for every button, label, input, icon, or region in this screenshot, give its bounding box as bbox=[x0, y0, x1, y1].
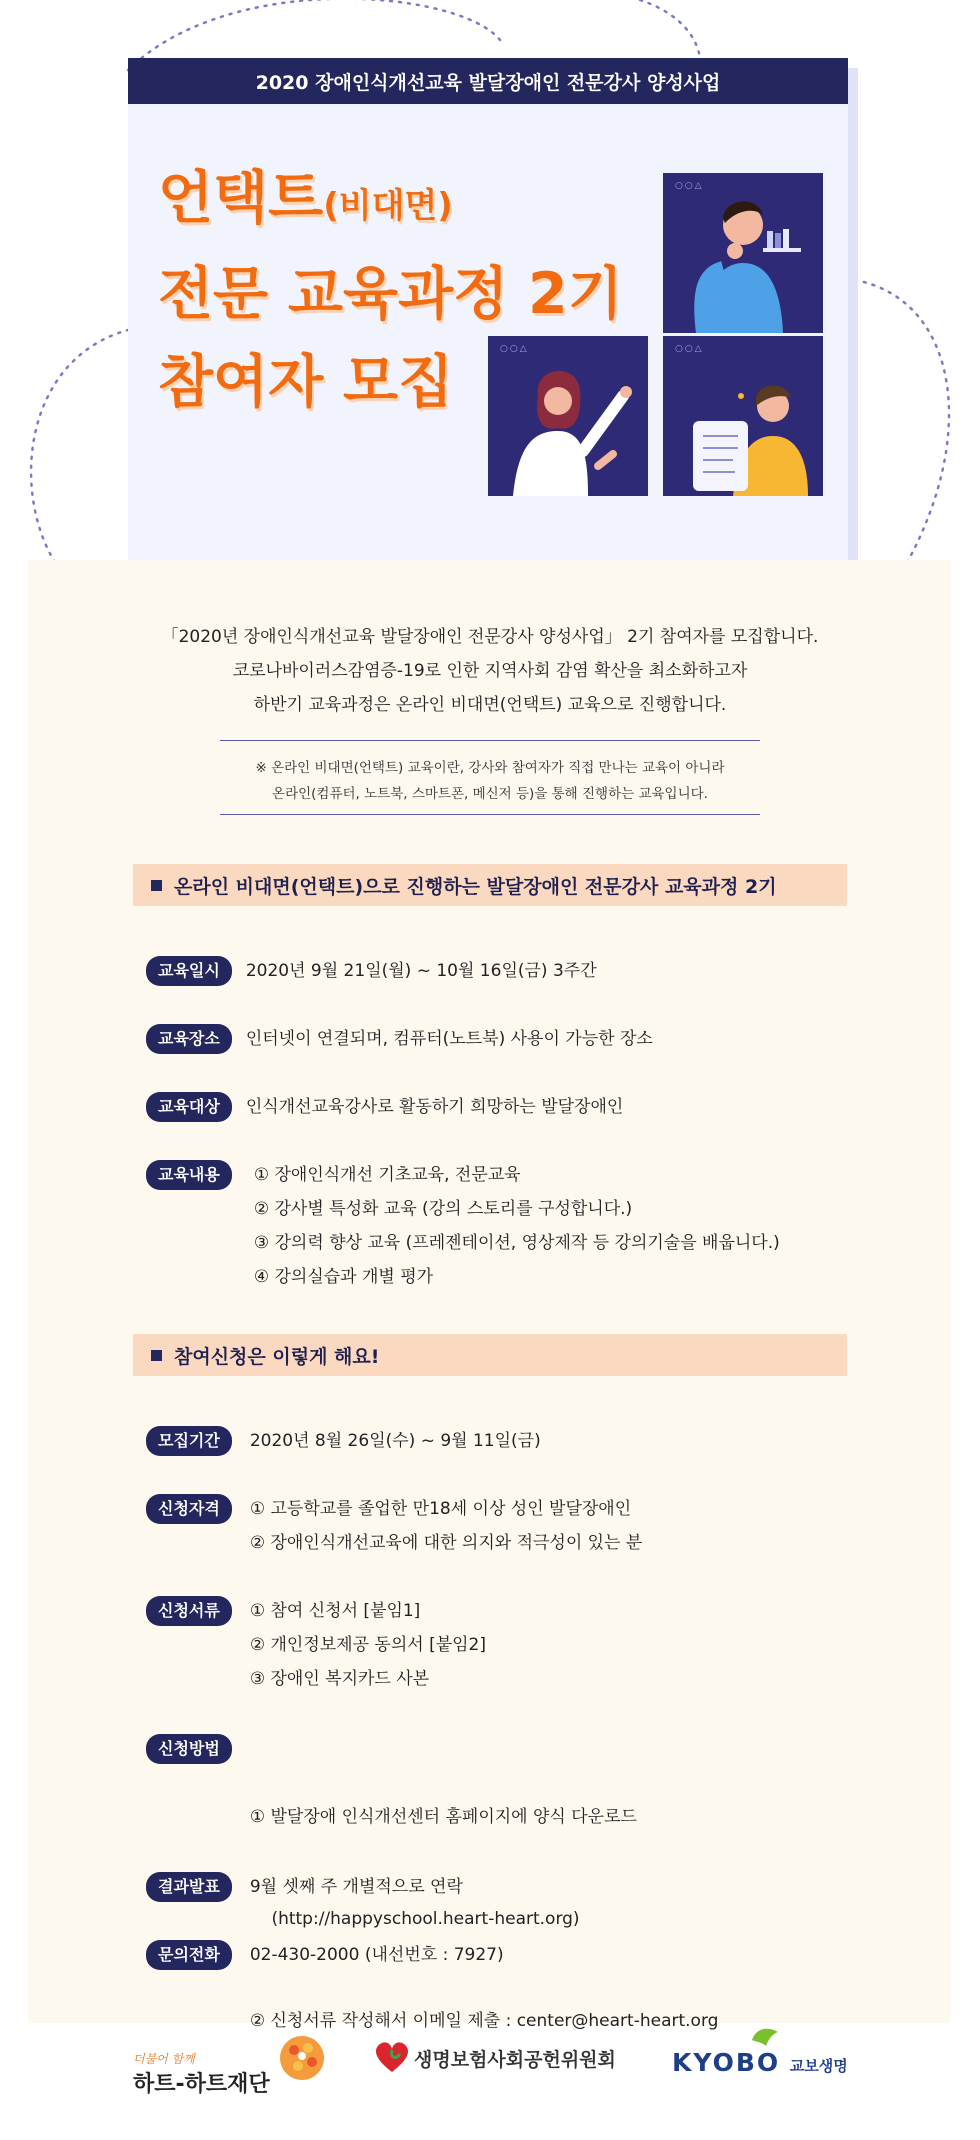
info-row bbox=[146, 1160, 780, 1294]
hero-title-line1: 언택트 bbox=[158, 165, 324, 231]
info-row bbox=[146, 1596, 486, 1696]
illustration-thinking-person: ○○△ bbox=[663, 173, 823, 333]
info-value: ③ 장애인 복지카드 사본 bbox=[249, 1669, 430, 1689]
info-value: (http://happyschool.heart-heart.org) bbox=[249, 1909, 580, 1929]
life-insurance-heart-icon bbox=[372, 2040, 412, 2074]
hero-title-line1-small: (비대면) bbox=[323, 186, 453, 226]
intro-line-3: 하반기 교육과정은 온라인 비대면(언택트) 교육으로 진행합니다. bbox=[253, 695, 727, 715]
info-row bbox=[146, 956, 597, 988]
hero-title-line2: 전문 교육과정 2기 bbox=[158, 261, 623, 327]
kyobo-life-logo bbox=[672, 2048, 848, 2077]
heart-tagline: 더불어 함께 bbox=[133, 2052, 195, 2066]
info-value: ④ 강의실습과 개별 평가 bbox=[253, 1267, 434, 1287]
intro-line-1: 「2020년 장애인식개선교육 발달장애인 전문강사 양성사업」 2기 참여자를 모집합니다. bbox=[161, 627, 819, 647]
info-value: ③ 강의력 향상 교육 (프레젠테이션, 영상제작 등 강의기술을 배웁니다.) bbox=[253, 1233, 780, 1253]
info-label: 교육장소 bbox=[146, 1024, 232, 1054]
info-label: 신청방법 bbox=[146, 1734, 232, 1764]
info-label: 모집기간 bbox=[146, 1426, 232, 1456]
section-heading-course bbox=[133, 864, 847, 906]
info-label: 문의전화 bbox=[146, 1940, 232, 1970]
info-row bbox=[146, 1426, 541, 1458]
info-value: ① 참여 신청서 [붙임1] bbox=[249, 1601, 421, 1621]
hero-banner: 2020 장애인식개선교육 발달장애인 전문강사 양성사업 bbox=[128, 58, 848, 104]
kyobo-ko: 교보생명 bbox=[789, 2057, 848, 2075]
info-row bbox=[146, 1940, 504, 1972]
section-title: 참여신청은 이렇게 해요! bbox=[174, 1345, 380, 1368]
illustration-pointing-woman: ○○△ bbox=[488, 336, 648, 496]
info-value: 2020년 8월 26일(수) ~ 9월 11일(금) bbox=[249, 1431, 541, 1451]
info-value: 2020년 9월 21일(월) ~ 10월 16일(금) 3주간 bbox=[245, 961, 597, 981]
life-insurance-committee-logo: 생명보험사회공헌위원회 bbox=[414, 2049, 616, 2071]
heart-foundation-name: 하트-하트재단 bbox=[133, 2072, 270, 2097]
note-divider-top bbox=[220, 740, 760, 741]
info-value: ① 발달장애 인식개선센터 홈페이지에 양식 다운로드 bbox=[249, 1807, 637, 1827]
info-value: ② 장애인식개선교육에 대한 의지와 적극성이 있는 분 bbox=[249, 1533, 643, 1553]
info-value: 인터넷이 연결되며, 컴퓨터(노트북) 사용이 가능한 장소 bbox=[245, 1029, 653, 1049]
kyobo-bird-icon bbox=[748, 2024, 784, 2048]
hero-title-line3: 참여자 모집 bbox=[158, 349, 454, 415]
info-value: ② 개인정보제공 동의서 [붙임2] bbox=[249, 1635, 487, 1655]
info-row bbox=[146, 1872, 463, 1904]
intro-line-2: 코로나바이러스감염증-19로 인한 지역사회 감염 확산을 최소화하고자 bbox=[232, 661, 748, 681]
note-divider-bottom bbox=[220, 814, 760, 815]
kyobo-en: KYOBO bbox=[672, 2048, 781, 2077]
info-value: 9월 셋째 주 개별적으로 연락 bbox=[249, 1877, 463, 1897]
info-value: ① 장애인식개선 기초교육, 전문교육 bbox=[253, 1165, 521, 1185]
info-label: 신청서류 bbox=[146, 1596, 232, 1626]
info-value: ① 고등학교를 졸업한 만18세 이상 성인 발달장애인 bbox=[249, 1499, 632, 1519]
section-title: 온라인 비대면(언택트)으로 진행하는 발달장애인 전문강사 교육과정 2기 bbox=[174, 875, 777, 898]
info-value: 02-430-2000 (내선번호 : 7927) bbox=[249, 1945, 504, 1965]
info-label: 교육내용 bbox=[146, 1160, 232, 1190]
illustration-document-man: ○○△ bbox=[663, 336, 823, 496]
info-value: ② 신청서류 작성해서 이메일 제출 : center@heart-heart.org bbox=[249, 2011, 719, 2031]
section-heading-application bbox=[133, 1334, 847, 1376]
info-label: 교육대상 bbox=[146, 1092, 232, 1122]
info-label: 결과발표 bbox=[146, 1872, 232, 1902]
heart-foundation-emblem-icon bbox=[278, 2034, 326, 2082]
info-row bbox=[146, 1494, 642, 1560]
info-value: ② 강사별 특성화 교육 (강의 스토리를 구성합니다.) bbox=[253, 1199, 633, 1219]
square-bullet-icon bbox=[151, 1350, 162, 1361]
square-bullet-icon bbox=[151, 880, 162, 891]
info-label: 신청자격 bbox=[146, 1494, 232, 1524]
info-value: 인식개선교육강사로 활동하기 희망하는 발달장애인 bbox=[245, 1097, 624, 1117]
note-line-2: 온라인(컴퓨터, 노트북, 스마트폰, 메신저 등)을 통해 진행하는 교육입니다. bbox=[272, 786, 708, 802]
info-row bbox=[146, 1092, 623, 1124]
note-line-1: ※ 온라인 비대면(언택트) 교육이란, 강사와 참여자가 직접 만나는 교육이 아니라 bbox=[255, 760, 725, 776]
info-row bbox=[146, 1024, 653, 1056]
heart-heart-foundation-logo bbox=[133, 2050, 270, 2098]
hero-card bbox=[128, 58, 848, 568]
info-label: 교육일시 bbox=[146, 956, 232, 986]
